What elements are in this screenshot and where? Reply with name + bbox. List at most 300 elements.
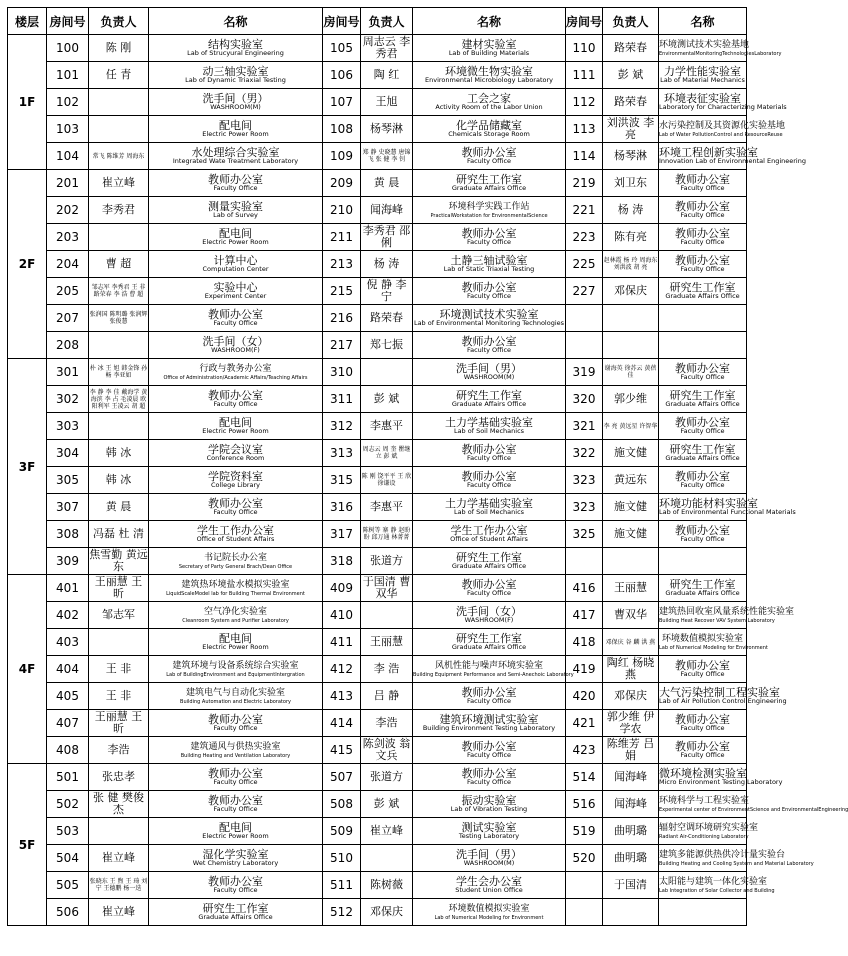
room-number: 502 — [47, 791, 89, 818]
person-in-charge: 施文健 — [603, 521, 659, 548]
table-row — [8, 629, 747, 656]
room-number: 223 — [566, 224, 603, 251]
room-number: 401 — [47, 575, 89, 602]
room-name-cn: 实验中心 — [213, 281, 258, 294]
room-name-cn: 环境数值模拟实验室 — [661, 633, 743, 644]
room-number: 412 — [323, 656, 361, 683]
room-number: 520 — [566, 845, 603, 872]
room-name-cell — [659, 143, 806, 170]
person-in-charge: 陈剑波 翁文兵 — [361, 737, 413, 764]
room-name-en: Faculty Office — [213, 778, 258, 786]
room-name-cn: 振动实验室 — [461, 794, 517, 807]
room-name-cell — [413, 386, 566, 413]
room-name-cell — [149, 656, 323, 683]
person-in-charge: 王丽慧 — [603, 575, 659, 602]
room-name-en: Integrated Wate Treatment Laboratory — [172, 157, 299, 165]
room-name-cn: 土静三轴试验室 — [450, 254, 528, 267]
room-name-cn: 教师办公室 — [461, 686, 517, 699]
room-name-cell — [149, 494, 323, 521]
room-name-cell — [413, 89, 566, 116]
room-name-cn: 教师办公室 — [208, 497, 263, 510]
room-name-cn: 教师办公室 — [675, 713, 730, 726]
room-name-cn: 教师办公室 — [675, 227, 730, 240]
room-name-en: Lab of BuildingEnvironment and EquipmentIntergration — [166, 671, 305, 678]
person-in-charge: 周志云 周 奎 瞿继立 彭 斌 — [361, 440, 413, 467]
room-name-cell — [149, 413, 323, 440]
room-number: 303 — [47, 413, 89, 440]
room-number: 305 — [47, 467, 89, 494]
person-in-charge: 陈树薇 — [361, 872, 413, 899]
room-name-en: Lab of Soil Mechanics — [453, 508, 525, 516]
room-name-en: Graduate Affairs Office — [665, 400, 740, 408]
person-in-charge: 郭少维 伊学农 — [603, 710, 659, 737]
room-name-cn: 教师办公室 — [208, 173, 263, 186]
room-name-cell — [659, 197, 747, 224]
room-name-cn: 教师办公室 — [461, 443, 517, 456]
room-number: 114 — [566, 143, 603, 170]
table-row — [8, 467, 747, 494]
person-in-charge: 李惠平 — [361, 413, 413, 440]
room-name-cell — [659, 332, 747, 359]
room-name-cell — [413, 845, 566, 872]
room-name-en: Faculty Office — [466, 589, 512, 597]
room-name-en: Faculty Office — [466, 697, 512, 705]
room-name-cell — [413, 251, 566, 278]
building-directory-table — [7, 7, 848, 926]
person-in-charge: 曲明璐 — [603, 845, 659, 872]
person-in-charge: 赵林霞 杨 玲 周海东 刘洪波 胡 亮 — [603, 251, 659, 278]
room-name-cn: 环境微生物实验室 — [445, 65, 533, 78]
room-name-cell — [413, 305, 566, 332]
room-number: 207 — [47, 305, 89, 332]
room-name-en: Electric Power Room — [202, 130, 269, 138]
room-name-cell — [149, 440, 323, 467]
room-name-cn: 环境测试技术实验室 — [439, 308, 539, 321]
room-name-cell — [149, 35, 323, 62]
room-number: 417 — [566, 602, 603, 629]
room-name-cn: 土力学基础实验室 — [445, 416, 533, 429]
room-name-en: Micro Environment Testing Laboratory — [659, 778, 783, 786]
room-name-en: Faculty Office — [680, 751, 725, 759]
room-name-cn: 教师办公室 — [675, 173, 730, 186]
room-name-cell — [149, 143, 323, 170]
room-number: 509 — [323, 818, 361, 845]
room-number: 420 — [566, 683, 603, 710]
room-number: 213 — [323, 251, 361, 278]
room-name-en: WASHROOM(M) — [210, 103, 261, 111]
room-name-en: Lab of Static Triaxial Testing — [443, 265, 535, 273]
person-in-charge: 路荣春 — [603, 35, 659, 62]
table-row — [8, 251, 747, 278]
table-row — [8, 413, 747, 440]
room-number: 323 — [566, 467, 603, 494]
room-name-cell — [413, 656, 574, 683]
room-number: 210 — [323, 197, 361, 224]
room-name-en: Faculty Office — [680, 238, 725, 246]
room-name-en: Student Union Office — [455, 886, 523, 894]
person-in-charge: 杨 涛 — [361, 251, 413, 278]
person-in-charge: 李惠平 — [361, 494, 413, 521]
room-number: 219 — [566, 170, 603, 197]
floor-label: 1F — [8, 35, 47, 170]
room-name-cn: 建筑环境与设备系统综合实验室 — [172, 660, 299, 671]
room-name-cn: 教师办公室 — [461, 335, 517, 348]
room-name-cell — [149, 629, 323, 656]
room-name-cell — [149, 89, 323, 116]
room-name-en: Conference Room — [206, 454, 265, 462]
room-name-cn: 教师办公室 — [208, 794, 263, 807]
room-number: 302 — [47, 386, 89, 413]
table-row — [8, 521, 747, 548]
room-number — [566, 305, 603, 332]
room-name-cn: 研究生工作室 — [456, 389, 522, 402]
room-number: 508 — [323, 791, 361, 818]
room-name-cell — [659, 494, 796, 521]
room-name-cell — [659, 305, 747, 332]
table-row — [8, 710, 747, 737]
room-number: 211 — [323, 224, 361, 251]
room-number: 111 — [566, 62, 603, 89]
room-name-en: Graduate Affairs Office — [665, 292, 740, 300]
table-row — [8, 791, 747, 818]
room-name-en: Faculty Office — [213, 508, 258, 516]
header-name-1: 名称 — [149, 8, 323, 35]
person-in-charge: 陈有亮 — [603, 224, 659, 251]
room-name-cell — [659, 845, 814, 872]
room-name-cn: 测量实验室 — [208, 200, 263, 213]
room-name-en: Faculty Office — [466, 454, 512, 462]
room-name-cell — [659, 386, 747, 413]
person-in-charge: 朴 冰 王 旭 韩金锋 孙 畅 李亚如 — [89, 359, 149, 386]
room-number: 307 — [47, 494, 89, 521]
room-name-cn: 行政与教务办公室 — [199, 363, 272, 374]
person-in-charge: 刘洪波 李 亮 — [603, 116, 659, 143]
room-name-en: Graduate Affairs Office — [451, 184, 527, 192]
person-in-charge: 焦雪勤 黄远东 — [89, 548, 148, 573]
room-number: 113 — [566, 116, 603, 143]
person-in-charge — [603, 548, 659, 575]
room-name-cn: 学生工作办公室 — [450, 524, 528, 537]
person-in-charge: 李浩 — [361, 710, 413, 737]
room-number: 112 — [566, 89, 603, 116]
room-name-en: Computation Center — [202, 265, 269, 273]
table-row — [8, 35, 747, 62]
room-name-cell — [413, 35, 566, 62]
room-name-cell — [659, 35, 782, 62]
table-row — [8, 602, 747, 629]
room-name-en: Graduate Affairs Office — [451, 643, 527, 651]
room-number: 204 — [47, 251, 89, 278]
floor-label: 2F — [8, 170, 47, 359]
person-in-charge: 王 非 — [89, 683, 149, 710]
room-name-cn: 研究生工作室 — [456, 632, 522, 645]
header-floor: 楼层 — [8, 8, 47, 35]
person-in-charge: 曹双华 — [603, 602, 659, 629]
room-name-cell — [413, 710, 566, 737]
room-name-cell — [659, 629, 768, 656]
room-number — [566, 548, 603, 575]
person-in-charge: 杨琴淋 — [361, 116, 413, 143]
room-name-cell — [149, 683, 323, 710]
room-name-en: Faculty Office — [213, 805, 258, 813]
person-in-charge: 王丽慧 王 昕 — [89, 710, 149, 737]
person-in-charge: 谢海英 徐苏云 黄蓓佳 — [603, 359, 659, 386]
room-name-cn: 建筑热环境盐水模拟实验室 — [181, 579, 290, 590]
room-name-cn: 研究生工作室 — [456, 551, 522, 564]
room-name-en: Secretary of Party General Brach/Dean Office — [178, 563, 293, 570]
room-number: 506 — [47, 899, 89, 926]
room-name-en: Electric Power Room — [202, 643, 269, 651]
header-room-2: 房间号 — [323, 8, 361, 35]
room-name-cell — [659, 548, 747, 575]
table-row — [8, 305, 747, 332]
room-name-en: Lab of Numerical Modeling for Environment — [659, 644, 768, 651]
room-name-cell — [413, 440, 566, 467]
room-name-cn: 土力学基础实验室 — [445, 497, 533, 510]
room-number: 105 — [323, 35, 361, 62]
floor-label: 4F — [8, 575, 47, 764]
room-name-cn: 教师办公室 — [675, 659, 730, 672]
room-name-cell — [149, 386, 323, 413]
room-name-en: Lab of Strucyural Engineering — [187, 49, 284, 57]
person-in-charge: 郭少维 — [603, 386, 659, 413]
room-name-cell — [659, 89, 787, 116]
room-name-cn: 微环境检测实验室 — [659, 767, 747, 780]
room-name-cn: 学生会办公室 — [456, 875, 522, 888]
room-number: 321 — [566, 413, 603, 440]
person-in-charge: 任 青 — [89, 62, 149, 89]
table-row — [8, 872, 747, 899]
room-number: 308 — [47, 521, 89, 548]
room-number: 403 — [47, 629, 89, 656]
room-number: 325 — [566, 521, 603, 548]
room-name-cell — [659, 251, 747, 278]
room-name-en: Office of Administration/Academic Affairs/Teaching Affairs — [163, 374, 308, 381]
room-name-cn: 配电间 — [219, 119, 252, 132]
room-name-en: Electric Power Room — [202, 427, 269, 435]
person-in-charge: 王 非 — [89, 656, 149, 683]
room-name-cn: 教师办公室 — [675, 254, 730, 267]
room-name-cn: 研究生工作室 — [669, 281, 736, 294]
room-name-cn: 研究生工作室 — [669, 389, 736, 402]
room-name-cell — [149, 845, 323, 872]
room-name-cn: 洗手间（女） — [456, 605, 522, 618]
room-number: 108 — [323, 116, 361, 143]
room-name-cell — [149, 116, 323, 143]
room-name-en: Innovation Lab of Environmental Engineering — [659, 157, 806, 165]
room-name-cell — [659, 818, 759, 845]
person-in-charge — [89, 89, 149, 116]
room-name-cell — [413, 170, 566, 197]
room-name-cn: 环境测试技术实验基地 — [659, 39, 750, 50]
table-row — [8, 737, 747, 764]
room-name-cn: 教师办公室 — [461, 470, 517, 483]
room-number: 414 — [323, 710, 361, 737]
room-name-cn: 化学品储藏室 — [456, 119, 522, 132]
room-name-cn: 配电间 — [219, 416, 252, 429]
person-in-charge: 施文健 — [603, 494, 659, 521]
room-number: 404 — [47, 656, 89, 683]
room-name-cell — [659, 413, 747, 440]
room-name-cn: 教师办公室 — [461, 578, 517, 591]
table-row — [8, 224, 747, 251]
person-in-charge: 冯磊 杜 清 — [89, 521, 149, 548]
room-name-cn: 配电间 — [219, 821, 252, 834]
person-in-charge — [89, 224, 149, 251]
room-number: 510 — [323, 845, 361, 872]
room-number: 205 — [47, 278, 89, 305]
room-name-cell — [149, 602, 323, 629]
room-name-en: Building Equipment Performance and Semi-Anechoic Laboratory — [413, 671, 574, 678]
person-in-charge: 闻海峰 — [603, 764, 659, 791]
room-name-cell — [413, 332, 566, 359]
room-number: 507 — [323, 764, 361, 791]
person-in-charge: 杨 涛 — [603, 197, 659, 224]
room-number: 416 — [566, 575, 603, 602]
room-name-en: Faculty Office — [466, 778, 512, 786]
room-name-cn: 教师办公室 — [461, 767, 517, 780]
room-number: 109 — [323, 143, 361, 170]
room-number: 102 — [47, 89, 89, 116]
person-in-charge: 曹 超 — [89, 251, 149, 278]
room-name-en: Experiment Center — [204, 292, 267, 300]
table-row — [8, 656, 747, 683]
person-in-charge: 崔立峰 — [89, 170, 149, 197]
table-row — [8, 278, 747, 305]
person-in-charge: 陈 刚 饶平平 王 欣 徐谦设 — [361, 467, 413, 494]
room-name-en: Lab of Dynamic Triaxial Testing — [185, 76, 286, 84]
table-row — [8, 116, 747, 143]
person-in-charge: 彭 斌 — [361, 791, 413, 818]
person-in-charge: 路荣春 — [603, 89, 659, 116]
room-number: 227 — [566, 278, 603, 305]
room-number: 516 — [566, 791, 603, 818]
room-number: 519 — [566, 818, 603, 845]
room-name-cell — [149, 575, 323, 602]
room-name-cn: 建筑通风与供热实验室 — [190, 741, 281, 752]
person-in-charge: 李秀君 — [89, 197, 149, 224]
room-name-en: Faculty Office — [213, 724, 258, 732]
room-name-en: Faculty Office — [680, 481, 725, 489]
room-name-en: Faculty Office — [466, 481, 512, 489]
room-number: 217 — [323, 332, 361, 359]
person-in-charge: 吕 静 — [361, 683, 413, 710]
room-number: 317 — [323, 521, 361, 548]
room-name-cn: 书记院长办公室 — [203, 552, 267, 563]
room-number: 107 — [323, 89, 361, 116]
room-name-cell — [149, 791, 323, 818]
room-name-en: Lab of Water PollutionControl and ResourceReuse — [659, 131, 783, 138]
room-name-en: Lab of Numerical Modeling for Environment — [434, 914, 544, 921]
person-in-charge: 于国清 曹双华 — [361, 575, 413, 602]
room-name-cell — [659, 359, 747, 386]
floor-label: 3F — [8, 359, 47, 575]
room-name-en: Graduate Affairs Office — [451, 562, 527, 570]
room-name-cn: 研究生工作室 — [669, 443, 736, 456]
room-name-en: EnvironmentalMonitoringTechnologiesLaboratory — [659, 50, 782, 57]
room-name-cn: 教师办公室 — [461, 740, 517, 753]
room-name-en: Electric Power Room — [202, 238, 269, 246]
room-name-en: Graduate Affairs Office — [665, 454, 740, 462]
room-name-en: Wet Chemistry Laboratory — [192, 859, 279, 867]
room-number: 301 — [47, 359, 89, 386]
room-number: 405 — [47, 683, 89, 710]
room-name-en: Faculty Office — [680, 427, 725, 435]
room-number: 316 — [323, 494, 361, 521]
room-name-en: Faculty Office — [680, 184, 725, 192]
room-number: 402 — [47, 602, 89, 629]
room-name-en: WASHROOM(M) — [463, 859, 515, 867]
room-name-cn: 洗手间（女） — [202, 335, 269, 348]
room-number: 511 — [323, 872, 361, 899]
person-in-charge — [89, 413, 149, 440]
room-name-cn: 教师办公室 — [208, 767, 263, 780]
room-name-cell — [659, 899, 747, 926]
room-name-cell — [413, 359, 566, 386]
room-number: 304 — [47, 440, 89, 467]
person-in-charge — [89, 332, 149, 359]
room-name-cn: 水污染控制及其资源化实验基地 — [659, 120, 786, 131]
room-name-cn: 教师办公室 — [675, 416, 730, 429]
room-name-en: Graduate Affairs Office — [665, 589, 740, 597]
room-number — [566, 899, 603, 926]
room-name-cn: 动三轴实验室 — [202, 65, 269, 78]
room-name-en: Faculty Office — [680, 670, 725, 678]
room-name-en: Lab of Soil Mechanics — [453, 427, 525, 435]
person-in-charge: 常飞 陈维芳 周海东 — [89, 143, 149, 170]
room-name-cell — [149, 305, 323, 332]
room-name-cell — [413, 197, 566, 224]
room-name-cell — [149, 251, 323, 278]
table-row — [8, 170, 747, 197]
person-in-charge: 韩 冰 — [89, 467, 149, 494]
room-name-en: Faculty Office — [213, 886, 258, 894]
room-name-en: LiquidScaleModel lab for Building Thermal Environment — [166, 590, 305, 597]
room-name-cn: 教师办公室 — [461, 227, 517, 240]
room-name-cn: 空气净化实验室 — [203, 606, 267, 617]
room-name-cell — [659, 467, 747, 494]
room-name-cell — [149, 521, 323, 548]
room-name-cell — [149, 197, 323, 224]
table-row — [8, 764, 747, 791]
person-in-charge — [361, 602, 413, 629]
room-name-cn: 教师办公室 — [675, 470, 730, 483]
room-name-cn: 环境科学实践工作站 — [448, 201, 530, 212]
header-person-2: 负责人 — [361, 8, 413, 35]
person-in-charge: 陈 刚 — [89, 35, 149, 62]
person-in-charge: 李 亮 黄远星 许智华 — [603, 413, 659, 440]
room-name-en: Office of Student Affairs — [196, 535, 275, 543]
room-name-cell — [659, 116, 786, 143]
room-number: 413 — [323, 683, 361, 710]
room-name-en: Cleanroom System and Purifier Laboratory — [182, 617, 289, 624]
table-row — [8, 818, 747, 845]
room-number: 103 — [47, 116, 89, 143]
room-name-cell — [659, 683, 787, 710]
room-name-cn: 辐射空调环境研究实验室 — [659, 822, 759, 833]
room-number: 409 — [323, 575, 361, 602]
room-number: 319 — [566, 359, 603, 386]
person-in-charge — [89, 116, 149, 143]
room-number: 312 — [323, 413, 361, 440]
room-number: 216 — [323, 305, 361, 332]
person-in-charge — [89, 629, 149, 656]
room-name-en: Lab Integration of Solar Collector and Building — [659, 887, 775, 894]
person-in-charge — [361, 845, 413, 872]
person-in-charge: 郑 静 史晓慧 唐锦飞 张 健 李 钊 — [361, 143, 413, 170]
room-name-en: Faculty Office — [213, 184, 258, 192]
person-in-charge: 倪 静 李 宁 — [361, 278, 413, 305]
